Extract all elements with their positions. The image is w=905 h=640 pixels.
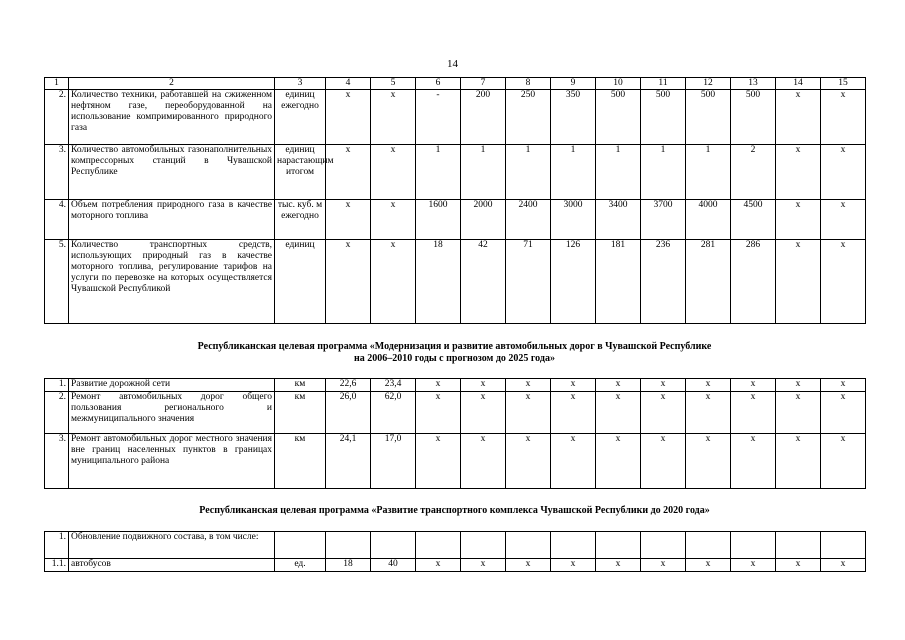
value-cell: 1	[461, 145, 506, 200]
value-cell: x	[731, 379, 776, 392]
section-title-line: на 2006–2010 годы с прогнозом до 2025 года»	[354, 353, 555, 364]
unit-cell: единиц ежегодно	[275, 90, 326, 145]
indicator-name: Количество техники, работавшей на сжиженном нефтяном газе, переоборудованной на использование компримированного природного газа	[69, 90, 275, 145]
value-cell: x	[821, 145, 866, 200]
value-cell	[326, 532, 371, 559]
value-cell: x	[506, 434, 551, 489]
header-cell: 15	[821, 78, 866, 90]
table-row	[45, 434, 866, 489]
section-title-roads	[44, 341, 865, 365]
value-cell: x	[776, 240, 821, 324]
indicator-name: Количество транспортных средств, использующих природный газ в качестве моторного топлива, регулирование тарифов на услуги по перевозке на которых осуществляется Чувашской Республикой	[69, 240, 275, 324]
header-cell: 7	[461, 78, 506, 90]
value-cell: 500	[686, 90, 731, 145]
value-cell: x	[371, 240, 416, 324]
value-cell: 250	[506, 90, 551, 145]
indicator-name: Ремонт автомобильных дорог общего пользования регионального и межмуниципального значения	[69, 392, 275, 434]
value-cell: 1	[416, 145, 461, 200]
page-number: 14	[447, 58, 458, 70]
value-cell: 18	[416, 240, 461, 324]
value-cell: x	[686, 434, 731, 489]
value-cell: x	[596, 559, 641, 572]
indicator-table-transport	[44, 531, 866, 572]
row-number: 5.	[45, 240, 69, 324]
value-cell: x	[326, 90, 371, 145]
indicator-name: Обновление подвижного состава, в том числе:	[69, 532, 275, 559]
value-cell: -	[416, 90, 461, 145]
value-cell: 1	[506, 145, 551, 200]
unit-cell: км	[275, 392, 326, 434]
value-cell	[461, 532, 506, 559]
section-title-transport	[44, 505, 865, 517]
header-cell: 3	[275, 78, 326, 90]
value-cell: x	[776, 379, 821, 392]
indicator-name: Развитие дорожной сети	[69, 379, 275, 392]
value-cell: 1	[551, 145, 596, 200]
table-row	[45, 240, 866, 324]
table-row	[45, 559, 866, 572]
value-cell: x	[686, 392, 731, 434]
value-cell: x	[731, 559, 776, 572]
value-cell: x	[821, 559, 866, 572]
value-cell	[596, 532, 641, 559]
value-cell: x	[506, 379, 551, 392]
value-cell: x	[551, 392, 596, 434]
value-cell: x	[326, 240, 371, 324]
header-cell: 6	[416, 78, 461, 90]
value-cell: x	[776, 434, 821, 489]
value-cell: x	[596, 379, 641, 392]
row-number: 1.1.	[45, 559, 69, 572]
header-cell: 8	[506, 78, 551, 90]
value-cell: x	[551, 559, 596, 572]
indicator-table-roads	[44, 378, 866, 489]
value-cell: x	[731, 434, 776, 489]
value-cell: 4000	[686, 200, 731, 240]
table-row	[45, 532, 866, 559]
value-cell: 26,0	[326, 392, 371, 434]
header-cell: 13	[731, 78, 776, 90]
value-cell	[551, 532, 596, 559]
value-cell: x	[821, 434, 866, 489]
value-cell: x	[821, 240, 866, 324]
indicator-name: автобусов	[69, 559, 275, 572]
value-cell: 4500	[731, 200, 776, 240]
value-cell	[776, 532, 821, 559]
value-cell	[641, 532, 686, 559]
value-cell: x	[686, 379, 731, 392]
value-cell: 62,0	[371, 392, 416, 434]
value-cell: 2000	[461, 200, 506, 240]
unit-cell: тыс. куб. м ежегодно	[275, 200, 326, 240]
table-header-row	[45, 78, 866, 90]
value-cell: x	[596, 434, 641, 489]
value-cell: x	[461, 434, 506, 489]
value-cell: 236	[641, 240, 686, 324]
value-cell: x	[776, 392, 821, 434]
value-cell: 3400	[596, 200, 641, 240]
value-cell: x	[551, 434, 596, 489]
value-cell: 71	[506, 240, 551, 324]
table-row	[45, 379, 866, 392]
value-cell: 40	[371, 559, 416, 572]
row-number: 4.	[45, 200, 69, 240]
indicator-name: Количество автомобильных газонаполнительных компрессорных станций в Чувашской Республике	[69, 145, 275, 200]
value-cell: x	[506, 392, 551, 434]
value-cell: 126	[551, 240, 596, 324]
row-number: 2.	[45, 392, 69, 434]
value-cell: x	[821, 379, 866, 392]
indicator-name: Объем потребления природного газа в качестве моторного топлива	[69, 200, 275, 240]
section-title-line: Республиканская целевая программа «Развитие транспортного комплекса Чувашской Республики до 2020 года»	[199, 505, 710, 516]
value-cell	[506, 532, 551, 559]
table-row	[45, 90, 866, 145]
value-cell: x	[551, 379, 596, 392]
value-cell: x	[461, 559, 506, 572]
value-cell: 23,4	[371, 379, 416, 392]
value-cell	[416, 532, 461, 559]
value-cell: x	[371, 145, 416, 200]
value-cell: 3000	[551, 200, 596, 240]
indicator-name: Ремонт автомобильных дорог местного значения вне границ населенных пунктов в границах муниципального района	[69, 434, 275, 489]
value-cell: x	[776, 200, 821, 240]
row-number: 2.	[45, 90, 69, 145]
header-cell: 11	[641, 78, 686, 90]
table-row	[45, 392, 866, 434]
value-cell: 42	[461, 240, 506, 324]
value-cell: 2400	[506, 200, 551, 240]
header-cell: 10	[596, 78, 641, 90]
row-number: 1.	[45, 379, 69, 392]
value-cell: 1	[641, 145, 686, 200]
unit-cell: ед.	[275, 559, 326, 572]
value-cell: x	[686, 559, 731, 572]
header-cell: 9	[551, 78, 596, 90]
value-cell: x	[821, 90, 866, 145]
value-cell: x	[776, 559, 821, 572]
indicator-table-gas	[44, 77, 866, 324]
value-cell: x	[641, 392, 686, 434]
unit-cell	[275, 532, 326, 559]
table-row	[45, 145, 866, 200]
value-cell	[686, 532, 731, 559]
value-cell: x	[821, 200, 866, 240]
value-cell: x	[416, 559, 461, 572]
value-cell: x	[461, 392, 506, 434]
header-cell: 5	[371, 78, 416, 90]
table-row	[45, 200, 866, 240]
value-cell: x	[416, 434, 461, 489]
value-cell: x	[821, 392, 866, 434]
value-cell: x	[506, 559, 551, 572]
value-cell: x	[326, 200, 371, 240]
value-cell: 1	[686, 145, 731, 200]
value-cell: x	[776, 90, 821, 145]
value-cell	[371, 532, 416, 559]
value-cell: 2	[731, 145, 776, 200]
value-cell: 22,6	[326, 379, 371, 392]
header-cell: 12	[686, 78, 731, 90]
value-cell: x	[326, 145, 371, 200]
value-cell: 286	[731, 240, 776, 324]
value-cell: x	[416, 392, 461, 434]
value-cell: x	[641, 379, 686, 392]
value-cell: 281	[686, 240, 731, 324]
unit-cell: единиц	[275, 240, 326, 324]
value-cell: x	[416, 379, 461, 392]
value-cell: 17,0	[371, 434, 416, 489]
unit-cell: км	[275, 379, 326, 392]
value-cell: 500	[731, 90, 776, 145]
row-number: 3.	[45, 434, 69, 489]
row-number: 3.	[45, 145, 69, 200]
value-cell: 350	[551, 90, 596, 145]
section-title-line: Республиканская целевая программа «Модернизация и развитие автомобильных дорог в Чувашской Республике	[197, 341, 712, 352]
value-cell: 18	[326, 559, 371, 572]
value-cell	[821, 532, 866, 559]
value-cell: x	[731, 392, 776, 434]
value-cell: 1	[596, 145, 641, 200]
value-cell: 200	[461, 90, 506, 145]
value-cell: x	[776, 145, 821, 200]
value-cell: 1600	[416, 200, 461, 240]
value-cell	[731, 532, 776, 559]
value-cell: x	[596, 392, 641, 434]
unit-cell: единиц нарастающим итогом	[275, 145, 326, 200]
value-cell: x	[371, 200, 416, 240]
value-cell: 500	[596, 90, 641, 145]
header-cell: 2	[69, 78, 275, 90]
value-cell: 24,1	[326, 434, 371, 489]
unit-cell: км	[275, 434, 326, 489]
value-cell: x	[371, 90, 416, 145]
header-cell: 14	[776, 78, 821, 90]
value-cell: x	[461, 379, 506, 392]
value-cell: 181	[596, 240, 641, 324]
row-number: 1.	[45, 532, 69, 559]
value-cell: 3700	[641, 200, 686, 240]
value-cell: 500	[641, 90, 686, 145]
header-cell: 4	[326, 78, 371, 90]
header-cell: 1	[45, 78, 69, 90]
value-cell: x	[641, 559, 686, 572]
value-cell: x	[641, 434, 686, 489]
